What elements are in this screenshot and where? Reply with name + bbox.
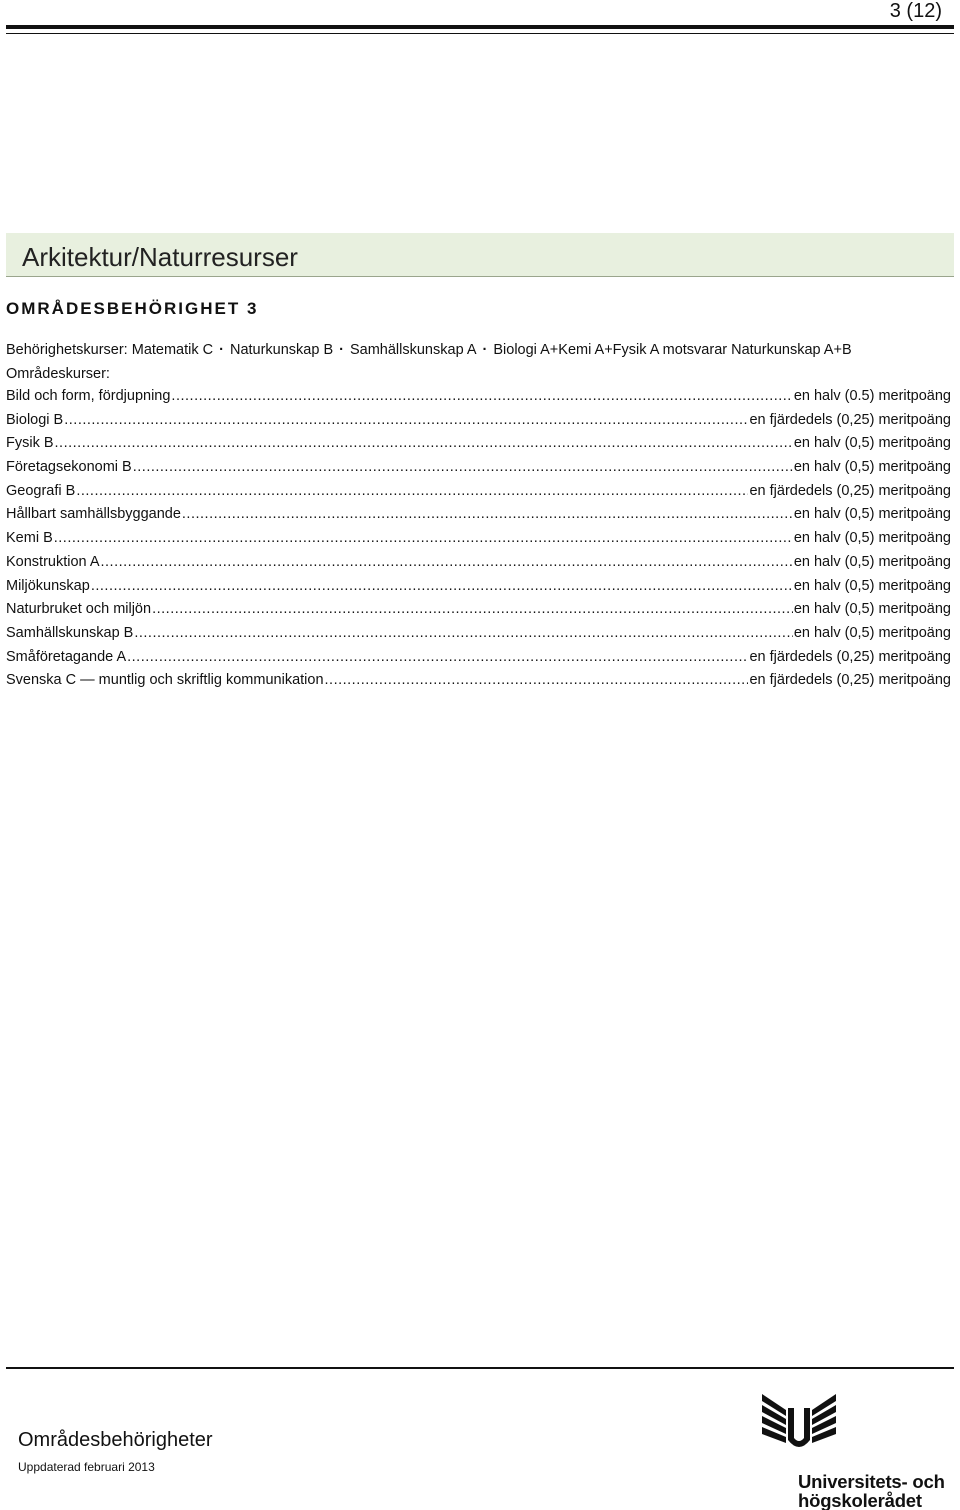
area-courses-label: Områdeskurser:	[6, 366, 110, 382]
course-points: en halv (0,5) meritpoäng	[793, 435, 951, 452]
course-name: Hållbart samhällsbyggande	[6, 506, 181, 523]
logo-text-line2: högskolerådet	[798, 1490, 922, 1510]
area-heading: OMRÅDESBEHÖRIGHET 3	[6, 299, 259, 318]
dot-leader	[76, 483, 748, 499]
course-name: Småföretagande A	[6, 648, 127, 665]
header-rule-thick	[6, 25, 954, 29]
course-row	[6, 601, 951, 625]
bullet-separator: ·	[482, 342, 488, 358]
dot-leader	[182, 506, 793, 522]
footer-rule	[6, 1367, 954, 1369]
course-points: en halv (0,5) meritpoäng	[793, 506, 951, 523]
section-title: Arkitektur/Naturresurser	[22, 242, 298, 272]
dot-leader	[325, 672, 749, 688]
course-points: en fjärdedels (0,25) meritpoäng	[749, 411, 951, 428]
course-row	[6, 412, 951, 436]
logo-text	[798, 1472, 945, 1510]
course-points: en halv (0,5) meritpoäng	[793, 553, 951, 570]
course-row	[6, 483, 951, 507]
course-row	[6, 506, 951, 530]
requirement-course: Naturkunskap B	[229, 342, 334, 358]
course-list	[6, 388, 951, 696]
course-row	[6, 625, 951, 649]
course-points: en fjärdedels (0,25) meritpoäng	[749, 482, 951, 499]
requirements-line	[6, 342, 954, 358]
course-row	[6, 435, 951, 459]
course-name: Bild och form, fördjupning	[6, 388, 171, 404]
dot-leader	[54, 530, 793, 546]
course-row	[6, 459, 951, 483]
course-row	[6, 672, 951, 696]
course-name: Miljökunskap	[6, 577, 90, 594]
requirement-course: Samhällskunskap A	[349, 342, 477, 358]
course-name: Fysik B	[6, 435, 54, 452]
course-row	[6, 530, 951, 554]
header-rule-thin	[6, 33, 954, 34]
course-name: Svenska C — muntlig och skriftlig kommunikation	[6, 672, 324, 689]
course-row	[6, 388, 951, 412]
dot-leader	[133, 459, 793, 475]
course-points: en fjärdedels (0,25) meritpoäng	[749, 672, 951, 689]
requirement-course: Matematik C	[131, 342, 214, 358]
footer-updated: Uppdaterad februari 2013	[18, 1460, 155, 1474]
course-name: Företagsekonomi B	[6, 459, 132, 476]
dot-leader	[152, 601, 793, 617]
logo-text-line1: Universitets- och	[798, 1471, 945, 1492]
course-points: en halv (0.5) meritpoäng	[793, 388, 951, 404]
course-name: Naturbruket och miljön	[6, 601, 152, 618]
dot-leader	[101, 554, 793, 570]
course-row	[6, 578, 951, 602]
course-row	[6, 649, 951, 673]
page-number: 3 (12)	[889, 0, 942, 22]
dot-leader	[64, 412, 748, 428]
uhr-logo-icon	[758, 1392, 840, 1462]
course-name: Biologi B	[6, 411, 64, 428]
course-name: Geografi B	[6, 482, 76, 499]
course-points: en halv (0,5) meritpoäng	[793, 577, 951, 594]
course-points: en halv (0,5) meritpoäng	[793, 624, 951, 641]
course-points: en halv (0,5) meritpoäng	[793, 459, 951, 476]
dot-leader	[127, 649, 748, 665]
course-name: Samhällskunskap B	[6, 624, 134, 641]
requirement-course: Biologi A+Kemi A+Fysik A motsvarar Naturkunskap A+B	[493, 342, 852, 358]
bullet-separator: ·	[219, 342, 224, 358]
dot-leader	[171, 388, 792, 404]
dot-leader	[55, 435, 793, 451]
requirements-label: Behörighetskurser:	[6, 342, 128, 358]
course-name: Konstruktion A	[6, 553, 100, 570]
course-row	[6, 554, 951, 578]
bullet-separator: ·	[339, 342, 344, 358]
course-name: Kemi B	[6, 530, 53, 547]
course-points: en halv (0,5) meritpoäng	[793, 601, 951, 618]
course-points: en halv (0,5) meritpoäng	[793, 530, 951, 547]
course-points: en fjärdedels (0,25) meritpoäng	[749, 648, 951, 665]
footer-title: Områdesbehörigheter	[18, 1429, 213, 1451]
section-banner	[6, 233, 954, 277]
dot-leader	[134, 625, 792, 641]
dot-leader	[91, 578, 793, 594]
